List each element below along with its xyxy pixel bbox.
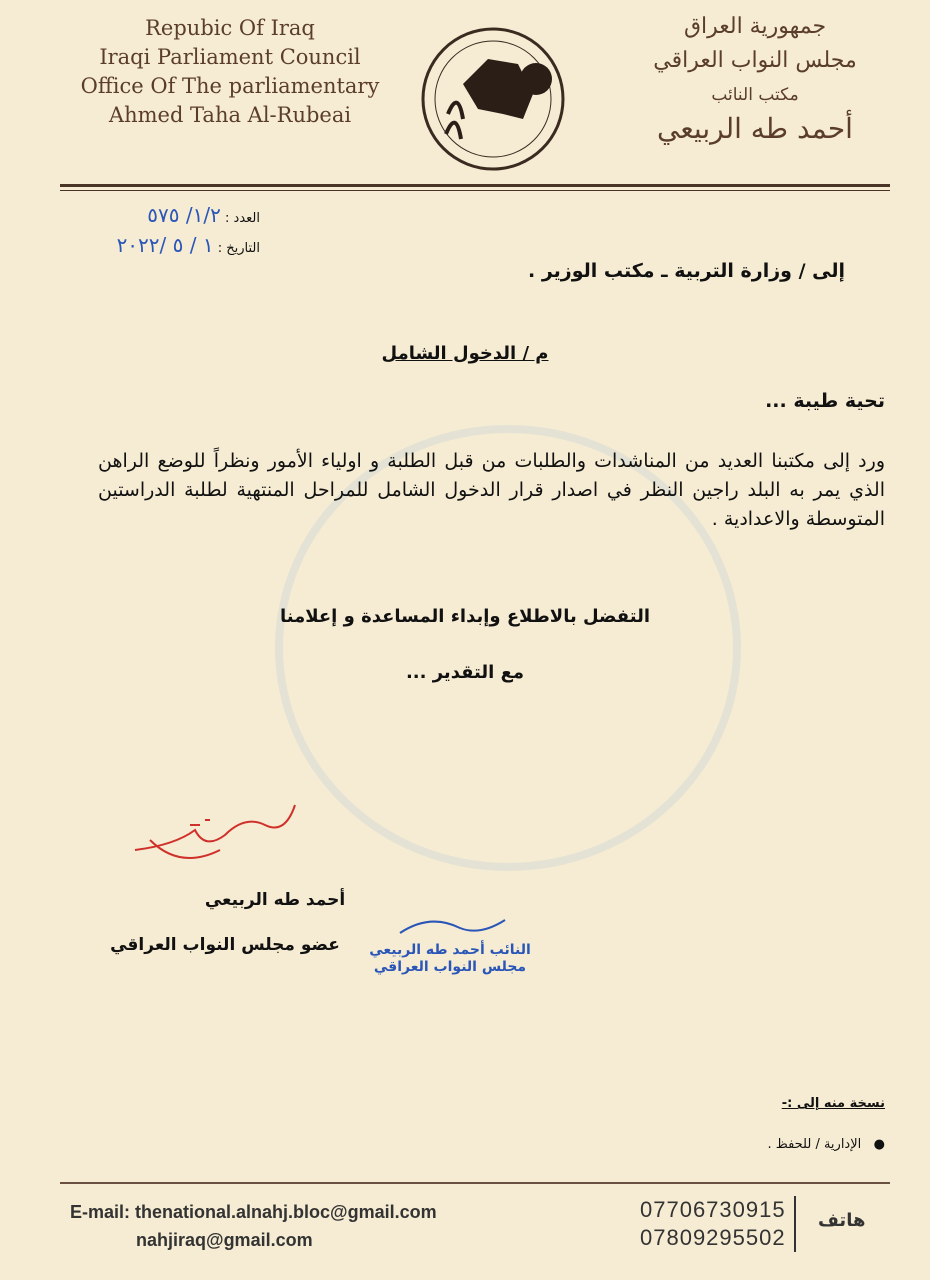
footer-phones [640,1196,796,1252]
number-value: ١/٢/ ٥٧٥ [147,203,221,227]
recipient: إلى / وزارة التربية ـ مكتب الوزير . [527,260,845,282]
phone-number[interactable]: 07809295502 [640,1225,786,1250]
official-stamp [365,915,535,976]
date-value: ١ / ٥ /٢٠٢٢ [116,233,214,257]
phone-label: هاتف [818,1210,866,1231]
stamp-line: مجلس النواب العراقي [373,959,527,975]
email-secondary[interactable]: nahjiraq@gmail.com [136,1230,313,1250]
letterhead-line: جمهورية العراق [683,14,827,39]
bullet-icon: ● [861,1137,885,1152]
letterhead-line: أحمد طه الربيعي [657,112,853,145]
signatory-title: عضو مجلس النواب العراقي [110,935,340,955]
handwritten-signature [130,800,300,870]
stamp-line: النائب أحمد طه الربيعي [369,942,531,958]
subject: م / الدخول الشامل [381,343,549,364]
signatory-name: أحمد طه الربيعي [204,890,346,910]
letterhead-line: مجلس النواب العراقي [653,48,857,73]
closing-line: مع التقدير ... [405,662,525,683]
copies-label: نسخة منه إلى :- [781,1096,885,1111]
stamp-signature-icon [390,915,510,937]
letter-body: ورد إلى مكتبنا العديد من المناشدات والطلبات من قبل الطلبة و اولياء الأمور ونظراً للوضع الراهن الذي يمر به البلد راجين النظر في اصدار قرار الدخول الشامل للمراحل المنتهية لطلبة الدراستين المتوسطة والاعدادية . [98,450,885,530]
footer-emails [70,1198,437,1254]
english-letterhead [70,14,390,130]
letter-meta [90,202,260,262]
letterhead-line: Iraqi Parliament Council [99,45,361,69]
copies-item-text: الإدارية / للحفظ . [767,1137,862,1152]
letterhead-line: مكتب النائب [711,85,799,105]
letterhead-line: Repubic Of Iraq [145,16,315,40]
header-divider-thin [60,190,890,191]
phone-number[interactable]: 07706730915 [640,1197,786,1222]
greeting: تحية طيبة ... [765,390,885,412]
number-label: العدد : [225,211,260,226]
arabic-letterhead [630,10,880,146]
letterhead-line: Ahmed Taha Al-Rubeai [108,103,352,127]
parliament-seal-logo [418,24,568,174]
footer-divider [60,1182,890,1184]
email-label: E-mail: [70,1202,131,1222]
header-divider [60,184,890,187]
date-label: التاريخ : [217,241,260,256]
letterhead-line: Office Of The parliamentary [80,74,380,98]
copies-item [767,1137,885,1152]
request-line: التفضل بالاطلاع وإبداء المساعدة و إعلامنا [279,606,651,627]
email-primary[interactable]: thenational.alnahj.bloc@gmail.com [135,1202,437,1222]
